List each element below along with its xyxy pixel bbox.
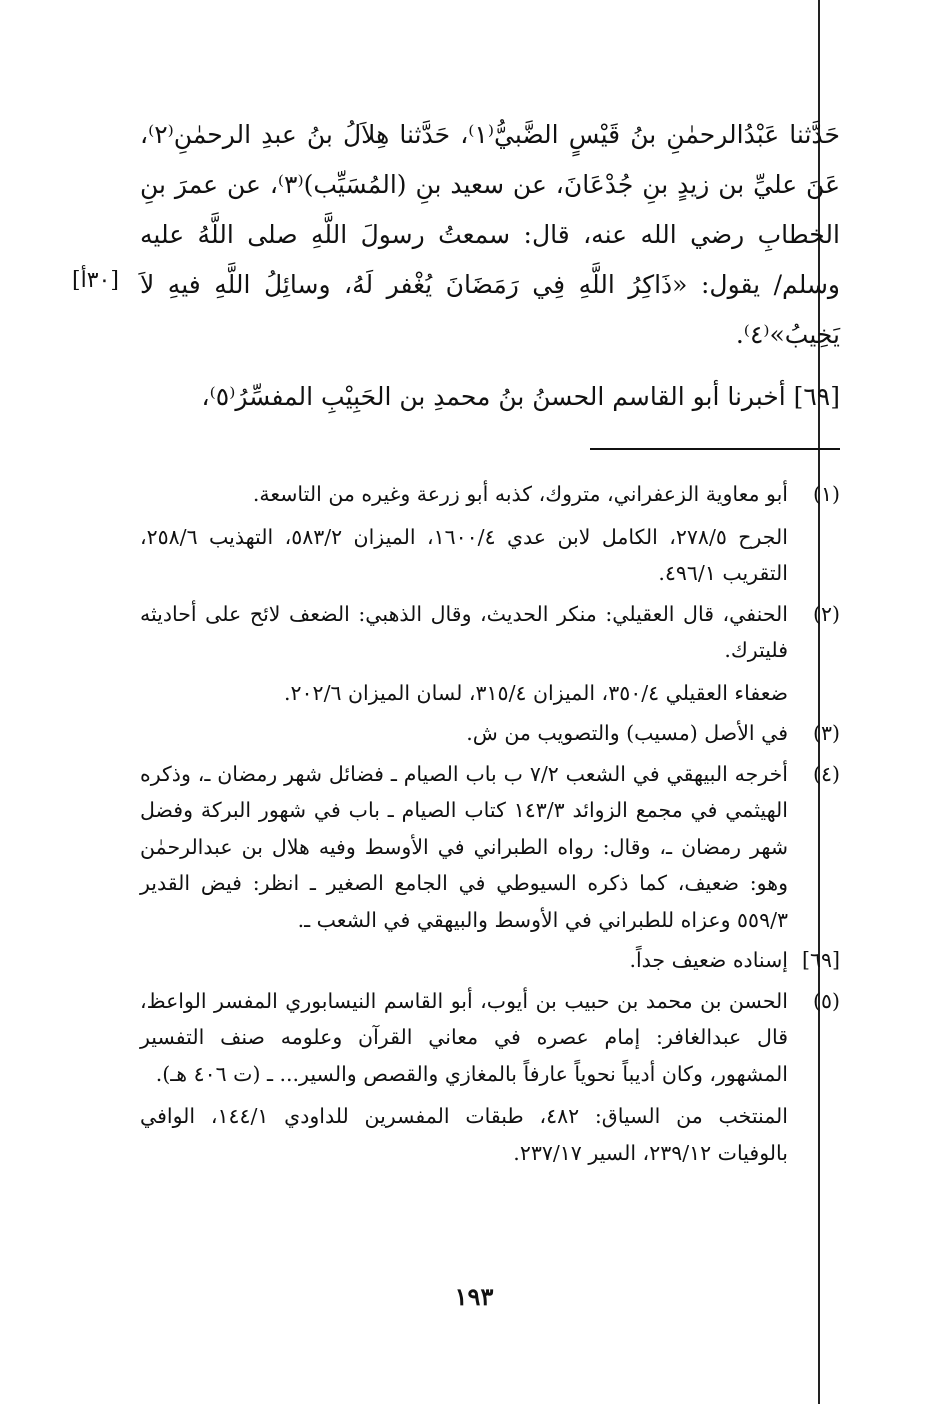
main-paragraph-hadith: حَدَّثنا عَبْدُالرحمٰنِ بنُ قَيْسٍ الضَّبيُّ⁽١⁾، حَدَّثنا هِلاَلُ بنُ عبدِ الرحمٰنِ⁽٢⁾، عَنَ عليِّ بن زيدٍ بنِ جُدْعَانَ، عن سعيد بنِ (المُسَيِّب)⁽٣⁾، عن عمرَ بنِ الخطابِ رضي الله عنه، قال: سمعتُ رسولَ اللَّهِ صلى اللَّهُ عليه وسلم/ يقول: «ذَاكِرُ اللَّهِ فِي رَمَضَانَ يُغْفر لَهُ، وسائِلُ اللَّهِ فيهِ لاَ يَخِيبُ»⁽٤⁾. [140,120,840,349]
footnote [140,756,840,939]
footnote-number: (٥) [812,988,840,1013]
footnote-line: الحنفي، قال العقيلي: منكر الحديث، وقال الذهبي: الضعف لائح على أحاديثه فليترك. [140,601,788,662]
footnote-line: المنتخب من السياق: ٤٨٢، طبقات المفسرين للداودي ١٤٤/١، الوافي بالوفيات ٢٣٩/١٢، السير ٢٣٧/١٧. [140,1104,788,1165]
page-number: ١٩٣ [454,1282,494,1311]
footnote [140,983,840,1172]
footnote-line: أبو معاوية الزعفراني، متروك، كذبه أبو زرعة وغيره من التاسعة. [252,482,788,506]
footnote-line: إسناده ضعيف جداً. [629,948,788,972]
footnote-number: (٣) [812,721,840,745]
page-body [140,110,840,1175]
footnote-body [140,942,788,979]
footnote [140,942,840,979]
main-paragraph-69: [٦٩] أخبرنا أبو القاسم الحسنُ بنُ محمدِ بن الحَبِيْبِ المفسِّرُ⁽٥⁾، [201,382,840,411]
footnote [140,476,840,592]
footnote-line: الحسن بن محمد بن حبيب بن أيوب، أبو القاسم النيسابوري المفسر الواعظ، قال عبدالغافر: إمام عصره في معاني القرآن وعلومه صنف التفسير المشهور، وكان أديباً نحوياً عارفاً بالمغازي والقصص والسير... ـ (ت ٤٠٦ هـ). [140,988,788,1086]
footnote-number: (١) [812,482,840,506]
footnote-number: [٦٩] [801,948,840,972]
footnote [140,715,840,752]
footnote-line: الجرح ٢٧٨/٥، الكامل لابن عدي ١٦٠٠/٤، الميزان ٥٨٣/٢، التهذيب ٢٥٨/٦، التقريب ٤٩٦/١. [140,524,788,585]
footnote-number: (٢) [812,601,840,626]
footnote-body [140,715,788,752]
footnote-line: ضعفاء العقيلي ٣٥٠/٤، الميزان ٣١٥/٤، لسان الميزان ٢٠٢/٦. [284,680,788,705]
main-text [140,110,840,422]
footnote-number: (٤) [812,761,840,786]
footnote-separator [590,448,840,450]
footnotes [140,476,840,1171]
footnote-body [140,756,788,939]
footnote-line: في الأصل (مسيب) والتصويب من ش. [466,721,788,745]
footnote-body [140,983,788,1172]
footnote [140,596,840,712]
footnote-body [140,596,788,712]
footnote-line: أخرجه البيهقي في الشعب ٧/٢ ب باب الصيام ـ فضائل شهر رمضان ـ، وذكره الهيثمي في مجمع الزوائد ١٤٣/٣ كتاب الصيام ـ باب في شهور البركة وفضل شهر رمضان ـ، وقال: رواه الطبراني في الأوسط وفيه هلال بن عبدالرحمٰن وهو: ضعيف، كما ذكره السيوطي في الجامع الصغير ـ انظر: فيض القدير ٥٥٩/٣ وعزاه للطبراني في الأوسط والبيهقي في الشعب ـ. [140,761,788,932]
margin-folio-reference: [٣٠أ] [72,268,119,293]
footnote-body [140,476,788,592]
